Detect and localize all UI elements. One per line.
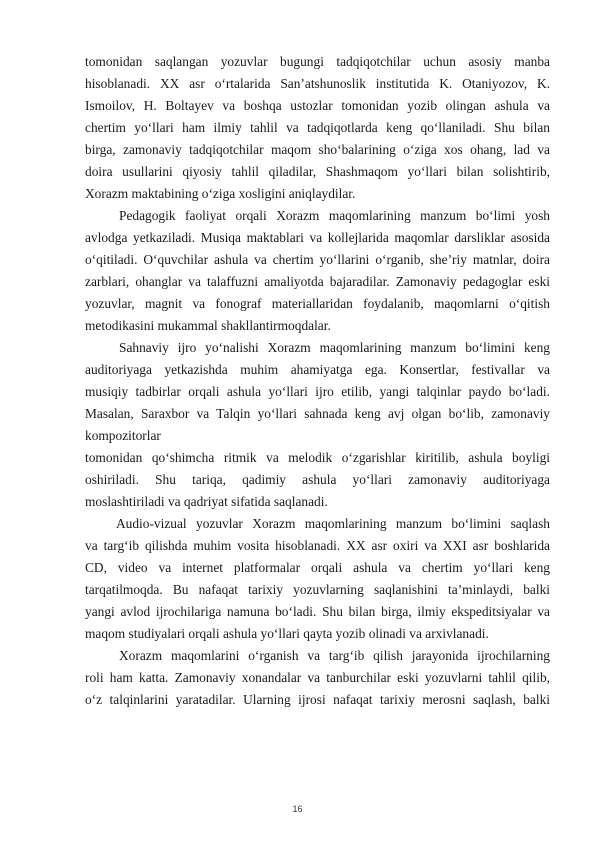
text-line: musiqiy tadbirlar orqali ashula yo‘llari ijro etilib, yangi talqinlar paydo bo‘ladi. (85, 384, 550, 399)
text-line: avlodga yetkaziladi. Musiqa maktablari va kollejlarida maqomlar darsliklar asosida (85, 230, 550, 245)
text-line: Xorazm maktabining o‘ziga xosligini aniqlaydilar. (85, 186, 356, 201)
text-line: va targ‘ib qilishda muhim vosita hisoblanadi. XX asr oxiri va XXI asr boshlarida (85, 538, 550, 553)
text-line: yozuvlar, magnit va fonograf materiallaridan foydalanib, maqomlarni o‘qitish (85, 296, 550, 311)
text-line: tomonidan saqlangan yozuvlar bugungi tadqiqotchilar uchun asosiy manba (85, 54, 550, 69)
paragraph-first-line: Audio-vizual yozuvlar Xorazm maqomlarining manzum bo‘limini saqlash (116, 516, 550, 531)
text-line: kompozitorlar (85, 428, 161, 443)
text-line: o‘qitiladi. O‘quvchilar ashula va chertim yo‘llarini o‘rganib, she’riy matnlar, doira (85, 252, 550, 267)
text-line: chertim yo‘llari ham ilmiy tahlil va tadqiqotlarda keng qo‘llaniladi. Shu bilan (85, 120, 550, 135)
page-number: 16 (292, 804, 303, 814)
text-line: auditoriyaga yetkazishda muhim ahamiyatga ega. Konsertlar, festivallar va (85, 362, 550, 377)
paragraph-first-line: Sahnaviy ijro yo‘nalishi Xorazm maqomlarining manzum bo‘limini keng (119, 340, 550, 355)
text-line: moslashtiriladi va qadriyat sifatida saqlanadi. (85, 494, 328, 509)
text-line: tomonidan qo‘shimcha ritmik va melodik o‘zgarishlar kiritilib, ashula boyligi (85, 450, 550, 465)
text-line: CD, video va internet platformalar orqali ashula va chertim yo‘llari keng (85, 560, 550, 575)
text-line: metodikasini mukammal shakllantirmoqdalar. (85, 318, 331, 333)
text-line: hisoblanadi. XX asr o‘rtalarida San’atshunoslik institutida K. Otaniyozov, K. (85, 76, 550, 91)
text-line: o‘z talqinlarini yaratadilar. Ularning ijrosi nafaqat tarixiy merosni saqlash, balki (85, 692, 550, 707)
text-line: maqom studiyalari orqali ashula yo‘llari qayta yozib olinadi va arxivlanadi. (85, 626, 489, 641)
text-line: Masalan, Saraxbor va Talqin yo‘llari sahnada keng avj olgan bo‘lib, zamonaviy (85, 406, 550, 421)
paragraph-first-line: Pedagogik faoliyat orqali Xorazm maqomlarining manzum bo‘limi yosh (119, 208, 550, 223)
paragraph-first-line: Xorazm maqomlarini o‘rganish va targ‘ib qilish jarayonida ijrochilarning (119, 648, 550, 663)
text-line: tarqatilmoqda. Bu nafaqat tarixiy yozuvlarning saqlanishini ta’minlaydi, balki (85, 582, 550, 597)
text-line: yangi avlod ijrochilariga namuna bo‘ladi. Shu bilan birga, ilmiy ekspeditsiyalar va (85, 604, 550, 619)
text-line: birga, zamonaviy tadqiqotchilar maqom sho‘balarining o‘ziga xos ohang, lad va (85, 142, 550, 157)
text-line: roli ham katta. Zamonaviy xonandalar va tanburchilar eski yozuvlarni tahlil qilib, (85, 670, 550, 685)
text-line: oshiriladi. Shu tariqa, qadimiy ashula yo‘llari zamonaviy auditoriyaga (85, 472, 550, 487)
text-line: Ismoilov, H. Boltayev va boshqa ustozlar tomonidan yozib olingan ashula va (85, 98, 550, 113)
text-line: zarblari, ohanglar va talaffuzni amaliyotda bajaradilar. Zamonaviy pedagoglar eski (85, 274, 550, 289)
text-line: doira usullarini qiyosiy tahlil qiladilar, Shashmaqom yo‘llari bilan solishtirib, (85, 164, 550, 179)
document-body (85, 51, 550, 711)
